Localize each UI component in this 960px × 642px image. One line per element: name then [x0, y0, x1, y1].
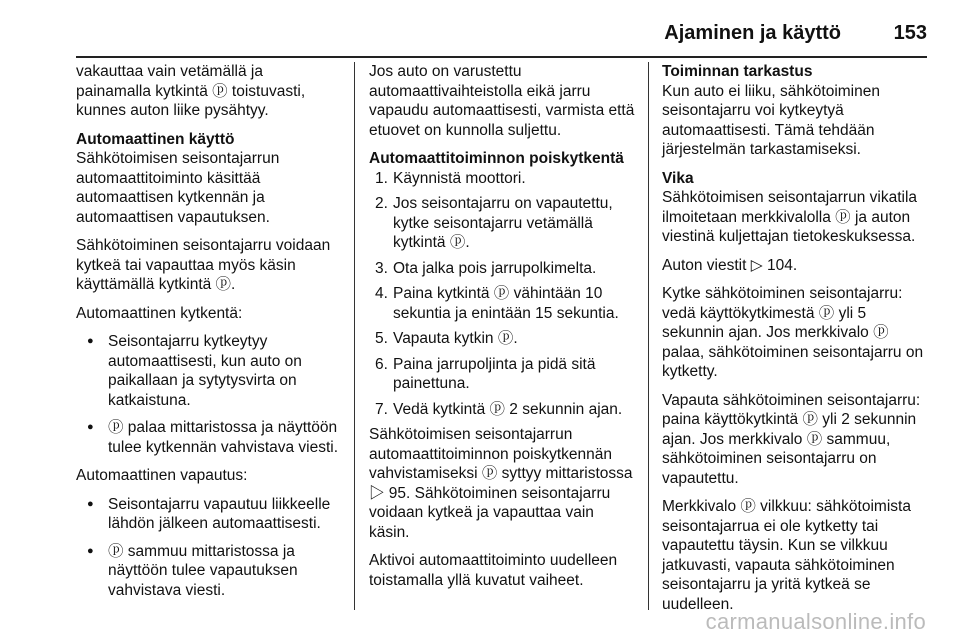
paragraph: Aktivoi automaattitoiminto uudelleen toistamalla yllä kuvatut vaiheet. — [369, 552, 618, 589]
bullet-item: ● ⓟ sammuu mittaristossa ja näyttöön tulee vapautuksen vahvistava viesti. — [76, 542, 342, 601]
column-divider — [648, 62, 649, 610]
step-text: Vedä kytkintä ⓟ 2 sekunnin ajan. — [393, 400, 623, 418]
heading-disable-automatic: Automaattitoiminnon poiskytkentä — [369, 150, 624, 167]
step-text: Vapauta kytkin ⓟ. — [393, 330, 518, 347]
step-item — [369, 400, 637, 420]
step-text: Paina kytkintä ⓟ vähintään 10 sekuntia ja enintään 15 sekuntia. — [393, 285, 619, 322]
step-text: Jos seisontajarru on vapautettu, kytke seisontajarru vetämällä kytkintä ⓟ. — [393, 195, 613, 251]
column-middle — [369, 62, 637, 599]
paragraph: Merkkivalo ⓟ vilkkuu: sähkötoimista seisontajarrua ei ole kytketty tai vapautettu täysin. Kun se vilkkuu jatkuvasti, vapauta sähkötoiminen seisontajarru ja yritä kytkeä se uudelleen. — [662, 498, 911, 613]
step-text: Paina jarrupoljinta ja pidä sitä painettuna. — [393, 355, 596, 392]
column-right — [662, 62, 928, 623]
paragraph: Sähkötoimisen seisontajarrun automaattitoiminnon poiskytkennän vahvistamiseksi ⓟ syttyy mittaristossa ▷ 95. Sähkötoiminen seisontajarru voidaan kytkeä ja vapauttaa vain käsin. — [369, 426, 633, 541]
paragraph: vakauttaa vain vetämällä ja painamalla kytkintä ⓟ toistuvasti, kunnes auton liike pysähtyy. — [76, 63, 306, 119]
bullet-item: ● Seisontajarru vapautuu liikkeelle lähdön jälkeen automaattisesti. — [76, 495, 342, 534]
step-number: 2. — [375, 195, 388, 212]
step-number: 6. — [375, 355, 388, 373]
step-number: 4. — [375, 285, 388, 302]
paragraph: Sähkötoimisen seisontajarrun vikatila ilmoitetaan merkkivalolla ⓟ ja auton viestinä kuljettajan tietokeskuksessa. — [662, 189, 918, 245]
step-number: 1. — [375, 169, 388, 187]
bullet-item: ● Seisontajarru kytkeytyy automaattisesti, kun auto on paikallaan ja sytytysvirta on katkaistuna. — [76, 332, 342, 410]
step-number: 3. — [375, 259, 388, 277]
step-item — [369, 355, 637, 394]
paragraph: Auton viestit ▷ 104. — [662, 256, 798, 274]
bullet-list — [76, 495, 342, 601]
paragraph: Kytke sähkötoiminen seisontajarru: vedä käyttökytkimestä ⓟ yli 5 sekunnin ajan. Jos merkkivalo ⓟ palaa, sähkötoiminen seisontajarru on kytketty. — [662, 285, 924, 380]
paragraph: Automaattinen vapautus: — [76, 467, 248, 484]
step-text: Ota jalka pois jarrupolkimelta. — [393, 259, 597, 277]
paragraph: Jos auto on varustettu automaattivaihteistolla eikä jarru vapaudu automaattisesti, varmista että etuovet on kunnolla suljettu. — [369, 63, 635, 139]
column-divider — [354, 62, 355, 610]
heading-automatic-use: Automaattinen käyttö — [76, 130, 235, 148]
step-item — [369, 329, 637, 349]
watermark: carmanualsonline.info — [705, 609, 926, 634]
section-title: Ajaminen ja käyttö — [664, 22, 841, 44]
bullet-item: ● ⓟ palaa mittaristossa ja näyttöön tulee kytkennän vahvistava viesti. — [76, 418, 342, 457]
step-text: Käynnistä moottori. — [393, 169, 526, 187]
paragraph: Sähkötoiminen seisontajarru voidaan kytkeä tai vapauttaa myös käsin käyttämällä kytkintä ⓟ. — [76, 237, 331, 293]
bullet-list — [76, 332, 342, 457]
paragraph: Vapauta sähkötoiminen seisontajarru: paina käyttökytkintä ⓟ yli 2 sekunnin ajan. Jos merkkivalo ⓟ sammuu, sähkötoiminen seisontajarru on vapautettu. — [662, 391, 921, 487]
page-number: 153 — [893, 22, 927, 44]
step-number: 5. — [375, 330, 388, 347]
step-item — [369, 194, 637, 253]
step-item — [369, 284, 637, 323]
step-number: 7. — [375, 400, 388, 418]
numbered-steps — [369, 169, 637, 420]
step-item — [369, 259, 637, 279]
paragraph: Kun auto ei liiku, sähkötoiminen seisontajarru voi kytkeytyä automaattisesti. Tämä tehdään järjestelmän tarkastamiseksi. — [662, 82, 880, 158]
heading-function-check: Toiminnan tarkastus — [662, 63, 813, 80]
step-item — [369, 169, 637, 189]
paragraph: Sähkötoimisen seisontajarrun automaattitoiminto käsittää automaattisen kytkennän ja automaattisen vapautuksen. — [76, 150, 280, 226]
page-header — [76, 0, 927, 58]
heading-fault: Vika — [662, 169, 694, 187]
paragraph: Automaattinen kytkentä: — [76, 304, 243, 322]
column-left — [76, 62, 342, 609]
